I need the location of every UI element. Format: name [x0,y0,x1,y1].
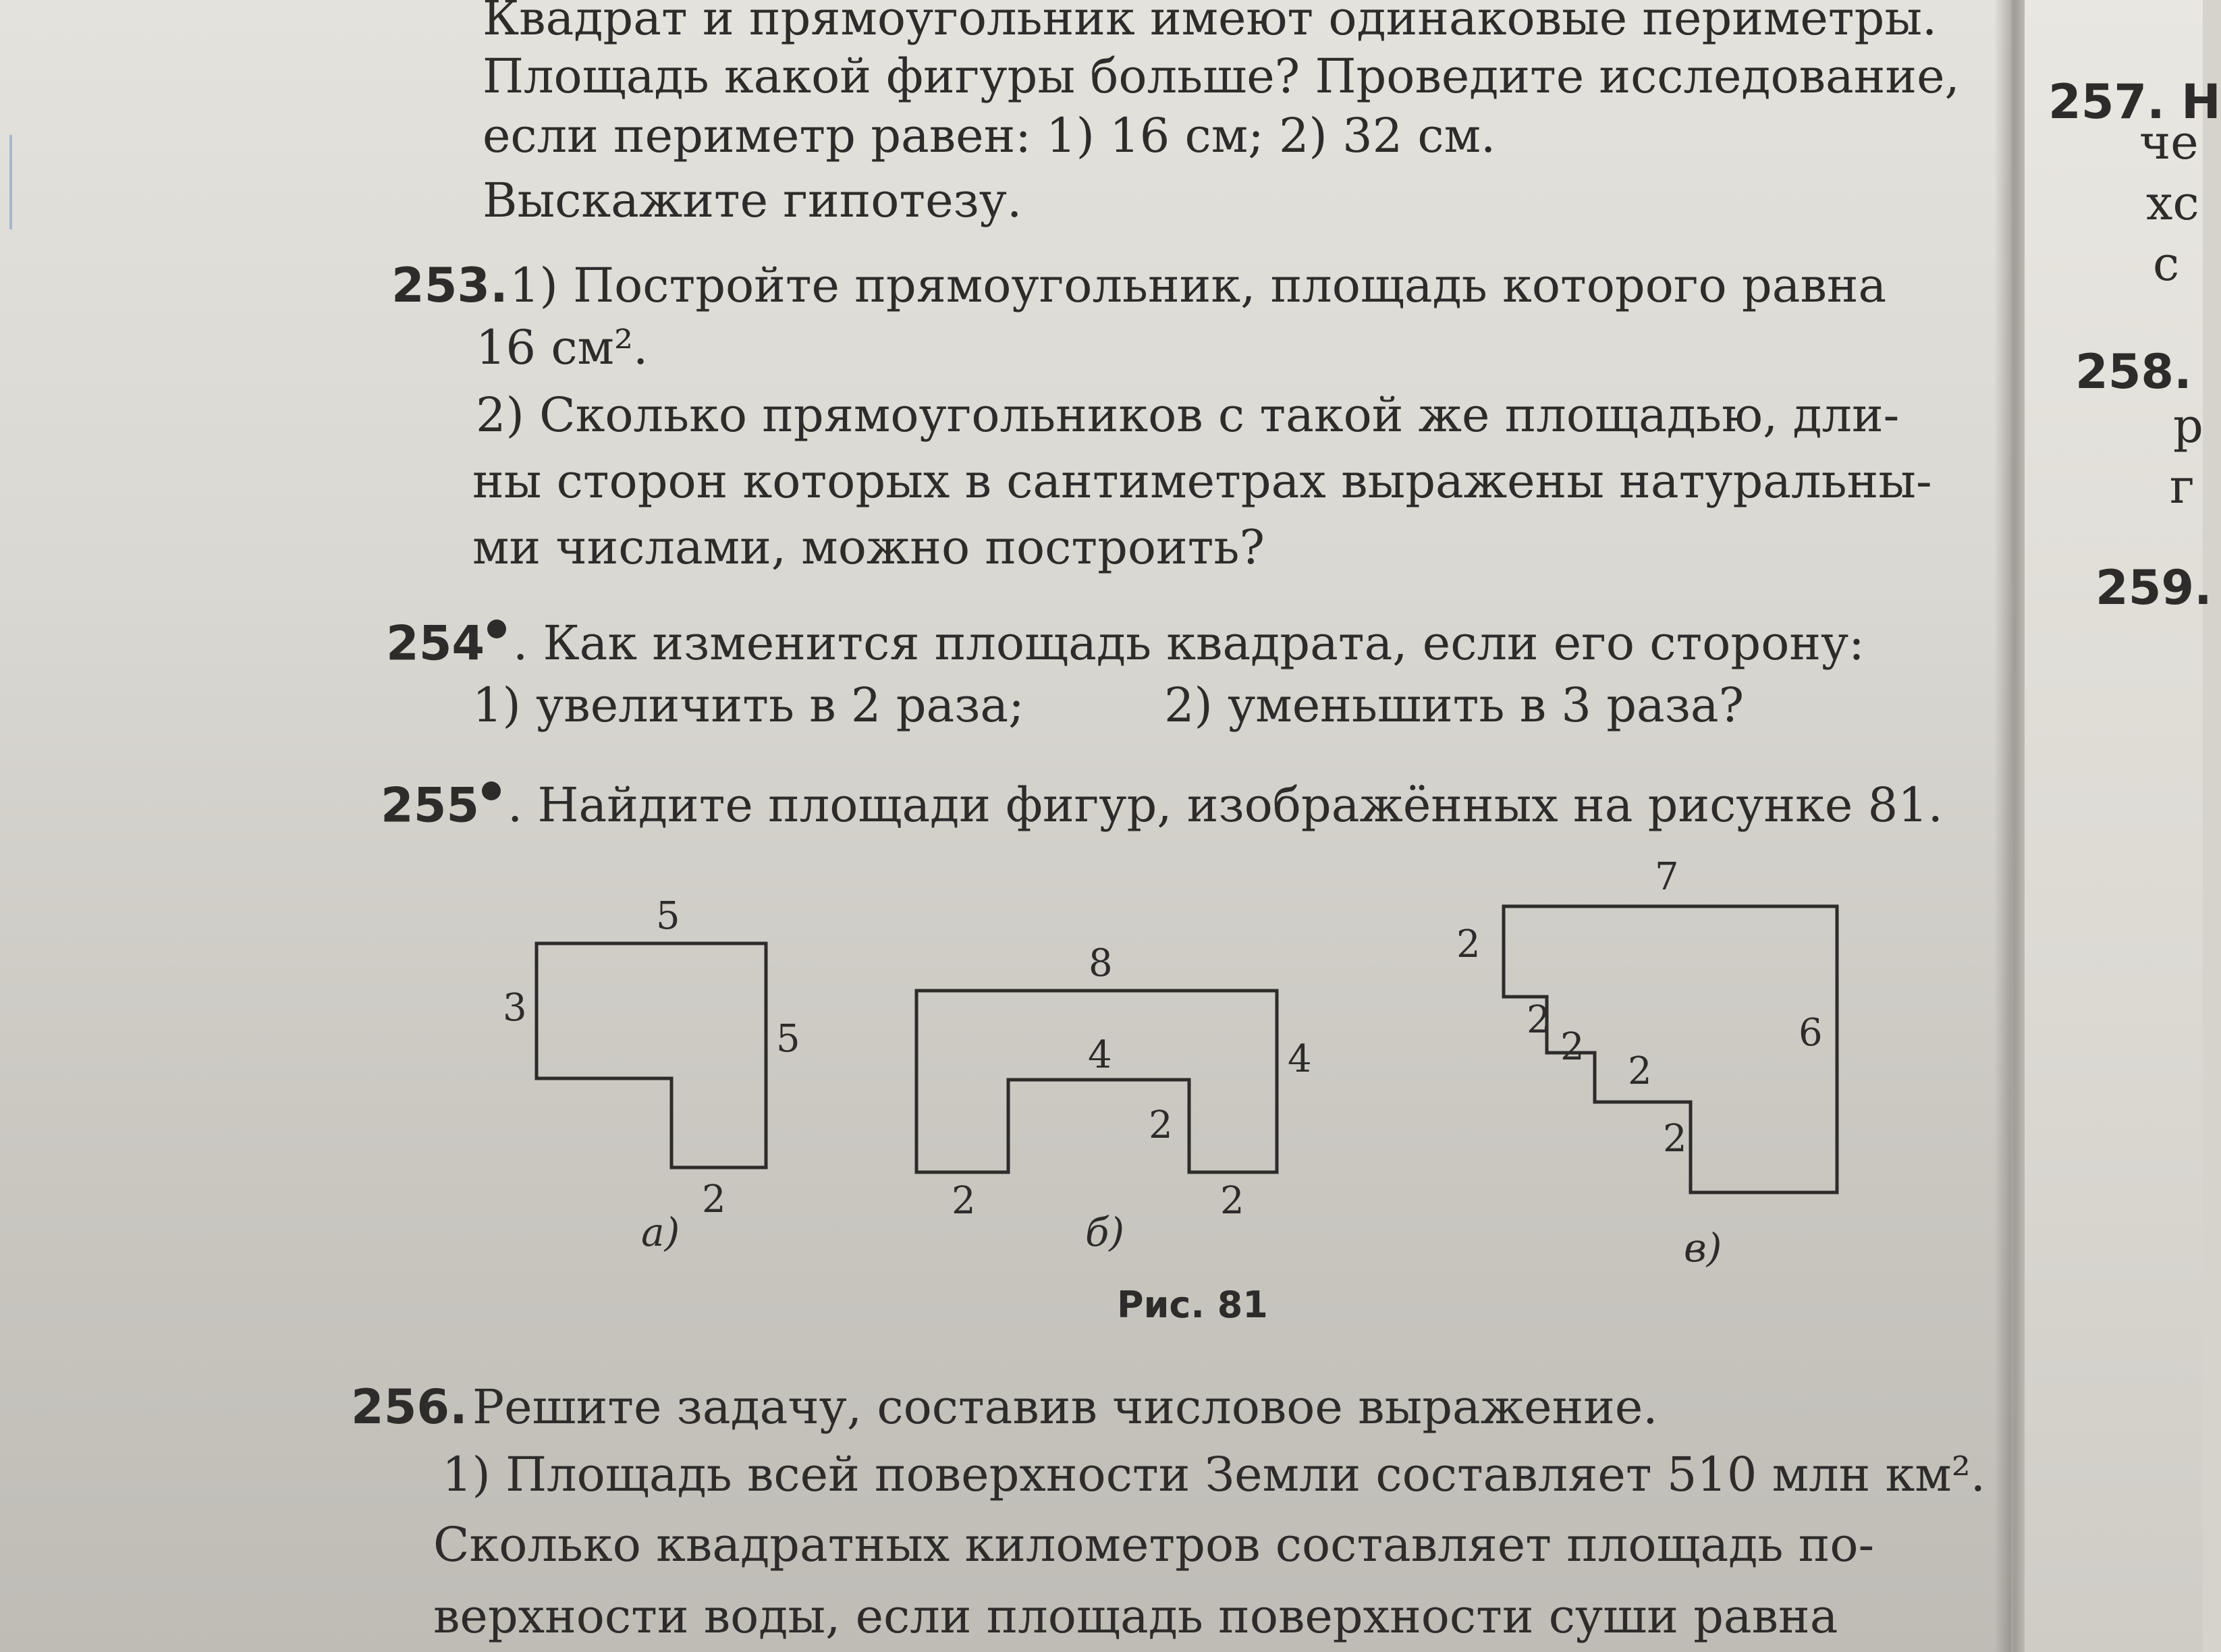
problem-252-line-3: если периметр равен: 1) 16 см; 2) 32 см. [483,108,1496,163]
next-page-edge [2025,0,2221,1652]
problem-254-item-1: 1) увеличить в 2 раза; [472,678,1024,733]
figure-b-dim-top: 8 [1089,941,1113,985]
figure-b-dim-right: 4 [1288,1037,1312,1081]
figure-a-shape [537,943,766,1167]
figure-a-dim-bottom: 2 [702,1178,726,1221]
problem-256-line-4: верхности воды, если площадь поверхности суши равна [433,1589,1838,1644]
problem-252-line-1: Квадрат и прямоугольник имеют одинаковые периметры. [483,0,1938,46]
figure-b-dim-bottom-left: 2 [952,1179,976,1223]
figure-v-dim-step-2: 2 [1560,1025,1585,1069]
problem-255-number: 255 [381,781,501,829]
problem-256-line-3: Сколько квадратных километров составляет площадь по- [433,1517,1875,1572]
right-text-5: г [2170,459,2195,514]
figure-v-caption: в) [1684,1225,1722,1271]
figure-v-dim-step-4: 2 [1663,1117,1687,1161]
problem-258-number: 258. [2075,344,2192,400]
problem-253-line-3: 2) Сколько прямоугольников с такой же площадью, дли- [476,387,1900,443]
right-text-3: с [2153,236,2180,292]
problem-252-line-4: Выскажите гипотезу. [483,173,1022,228]
right-text-1: че [2139,115,2199,170]
figure-a-dim-left: 3 [503,986,527,1030]
problem-253-line-2: 16 см². [476,320,649,375]
problem-259-number: 259. [2095,560,2212,615]
problem-254-line-1: . Как изменится площадь квадрата, если его сторону: [513,615,1865,671]
figure-a-dim-top: 5 [656,894,680,938]
figure-b-dim-inner: 2 [1149,1103,1173,1147]
figure-v-dim-step-1: 2 [1527,998,1551,1042]
right-text-4: р [2173,398,2203,453]
problem-256-line-2: 1) Площадь всей поверхности Земли составляет 510 млн км². [442,1447,1986,1502]
figure-v-dim-step-3: 2 [1628,1049,1652,1093]
problem-257-number: 257. Н [2048,74,2221,130]
figure-b-shape [916,991,1277,1172]
figure-b-caption: б) [1085,1209,1125,1255]
problem-253-number: 253. [391,258,508,313]
figure-b-dim-notch: 4 [1088,1033,1112,1077]
problem-254-number: 254 [386,620,506,667]
figure-v-dim-top: 7 [1655,855,1679,899]
figure-v-dim-left: 2 [1456,923,1481,966]
figure-a-caption: а) [641,1209,680,1255]
figure-caption: Рис. 81 [1117,1284,1268,1326]
problem-253-line-5: ми числами, можно построить? [472,520,1265,575]
right-text-2: хс [2146,175,2199,231]
problem-252-line-2: Площадь какой фигуры больше? Проведите исследование, [483,49,1960,104]
problem-253-line-1: 1) Постройте прямоугольник, площадь которого равна [510,258,1887,313]
figure-v-dim-right: 6 [1799,1011,1823,1055]
problem-256-number: 256. [351,1379,468,1435]
problem-253-line-4: ны сторон которых в сантиметрах выражены натуральны- [472,453,1932,509]
problem-256-line-1: Решите задачу, составив числовое выражение. [472,1379,1658,1435]
problem-255-line-1: . Найдите площади фигур, изображённых на рисунке 81. [508,777,1943,833]
problem-254-item-2: 2) уменьшить в 3 раза? [1164,678,1745,733]
figure-a-dim-right: 5 [776,1017,800,1061]
figure-b-dim-bottom-right: 2 [1220,1179,1244,1223]
